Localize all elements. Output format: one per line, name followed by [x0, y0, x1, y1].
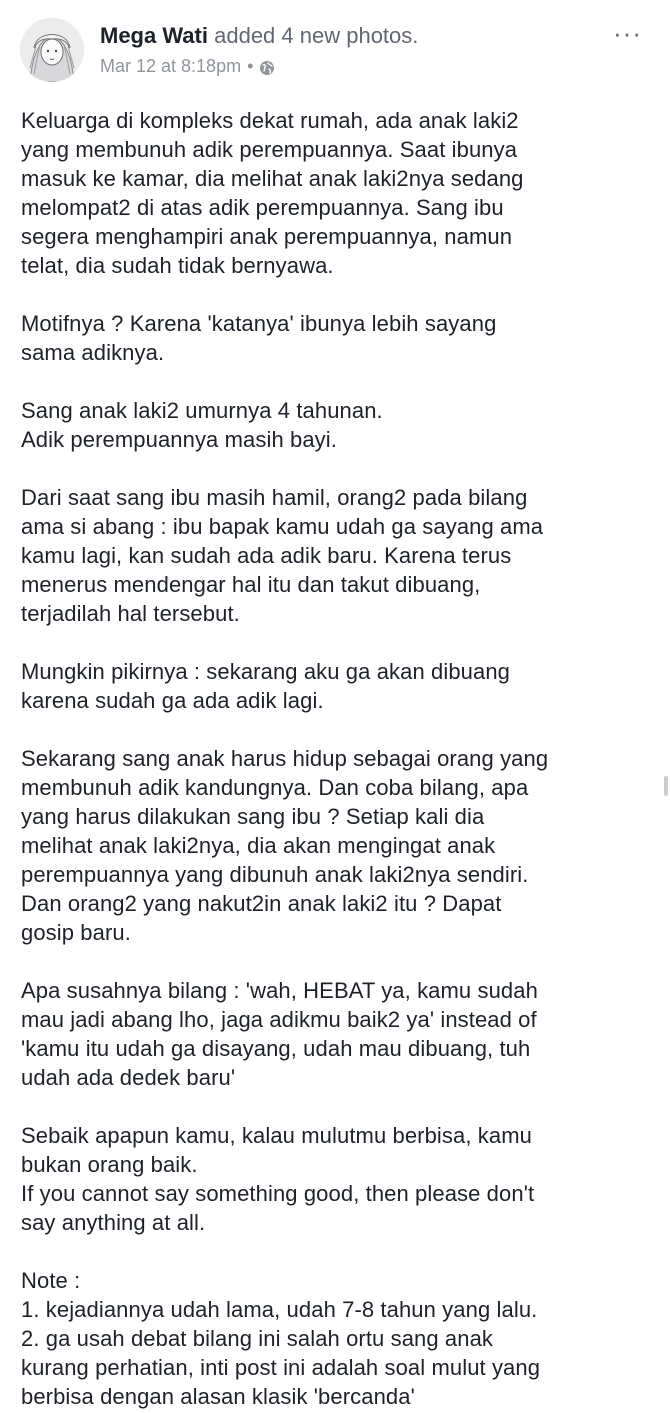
post-paragraph: Motifnya ? Karena 'katanya' ibunya lebih sayang sama adiknya. — [21, 311, 497, 365]
post-header — [20, 18, 650, 88]
scrollbar-thumb[interactable] — [664, 776, 668, 796]
post-paragraph: Sekarang sang anak harus hidup sebagai orang yang membunuh adik kandungnya. Dan coba bilang, apa yang harus dilakukan sang ibu ? Setiap kali dia melihat anak laki2nya, dia akan mengingat anak perempuannya yang dibunuh anak laki2nya sendiri. Dan orang2 yang nakut2in anak laki2 itu ? Dapat gosip baru. — [21, 746, 549, 945]
avatar-illustration — [20, 18, 84, 82]
post-timestamp[interactable]: Mar 12 at 8:18pm — [100, 56, 242, 76]
author-line — [100, 22, 418, 50]
post-paragraph: Dari saat sang ibu masih hamil, orang2 pada bilang ama si abang : ibu bapak kamu udah ga sayang ama kamu lagi, kan sudah ada adik baru. Karena terus menerus mendengar hal itu dan takut dibuang, terjadilah hal tersebut. — [21, 485, 544, 626]
post-paragraph: Apa susahnya bilang : 'wah, HEBAT ya, kamu sudah mau jadi abang lho, jaga adikmu baik2 ya' instead of 'kamu itu udah ga disayang, udah mau dibuang, tuh udah ada dedek baru' — [21, 978, 538, 1090]
more-options-button[interactable]: ··· — [613, 18, 642, 48]
post-paragraph: Keluarga di kompleks dekat rumah, ada anak laki2 yang membunuh adik perempuannya. Saat ibunya masuk ke kamar, dia melihat anak laki2nya sedang melompat2 di atas adik perempuannya. Sang ibu segera menghampiri anak perempuannya, namun telat, dia sudah tidak bernyawa. — [21, 108, 524, 278]
post-paragraph: Sebaik apapun kamu, kalau mulutmu berbisa, kamu bukan orang baik. If you cannot say something good, then please don't say anything at all. — [21, 1123, 535, 1235]
author-name[interactable]: Mega Wati — [100, 23, 208, 48]
post-action-text: added 4 new photos. — [214, 23, 419, 48]
post-paragraph: Mungkin pikirnya : sekarang aku ga akan dibuang karena sudah ga ada adik lagi. — [21, 659, 511, 713]
globe-icon — [259, 58, 275, 74]
meta-separator: • — [247, 56, 254, 76]
post-body — [21, 106, 646, 1411]
post-paragraph: Note : 1. kejadiannya udah lama, udah 7-8 tahun yang lalu. 2. ga usah debat bilang ini salah ortu sang anak kurang perhatian, inti post ini adalah soal mulut yang berbisa dengan alasan klasik 'bercanda' — [21, 1268, 541, 1409]
post-paragraph: Sang anak laki2 umurnya 4 tahunan. Adik perempuannya masih bayi. — [21, 398, 383, 452]
post-meta — [100, 54, 275, 78]
avatar[interactable] — [20, 18, 84, 82]
